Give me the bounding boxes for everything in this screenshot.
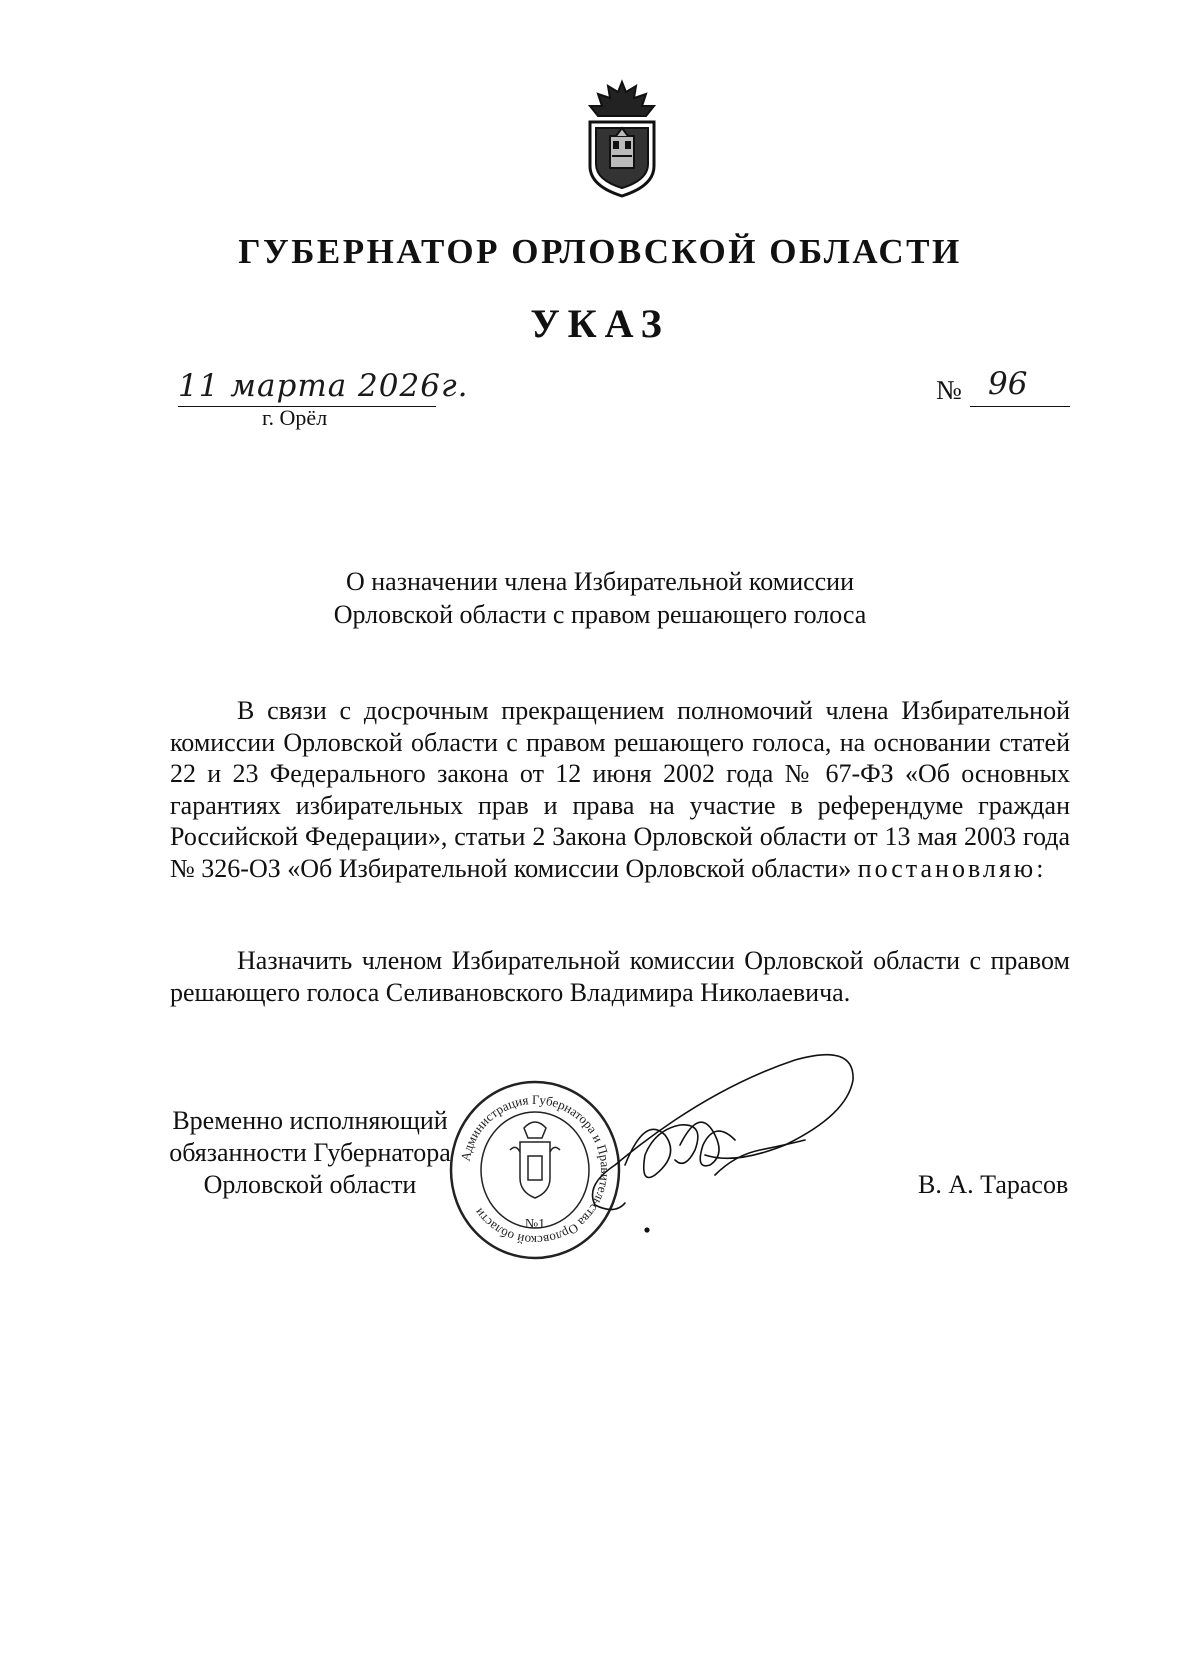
- subject-line-1: О назначении члена Избирательной комиссии: [345, 567, 855, 596]
- position-line-2: обязанности Губернатора: [169, 1138, 451, 1167]
- body-paragraph-2: Назначить членом Избирательной комиссии Орловской области с правом решающего голоса Селивановского Владимира Николаевича.: [170, 946, 1070, 1007]
- decree-word: постановляю:: [857, 853, 1047, 883]
- position-line-1: Временно исполняющий: [172, 1106, 448, 1135]
- handwritten-date: 11 марта 2026г.: [178, 368, 469, 404]
- coat-of-arms-emblem: [580, 78, 664, 200]
- handwritten-number: 96: [988, 366, 1028, 402]
- issuer-title: ГУБЕРНАТОР ОРЛОВСКОЙ ОБЛАСТИ: [238, 232, 962, 271]
- signatory-name: В. А. Тарасов: [918, 1170, 1069, 1199]
- document-subject: [200, 565, 1000, 631]
- seal-number: №1: [524, 1217, 546, 1232]
- handwritten-signature: [585, 1045, 885, 1235]
- number-sign: №: [936, 375, 962, 405]
- svg-text:Администрация Губернатора и Пр: Администрация Губернатора и Правительства Орловской области: [457, 1091, 614, 1249]
- signatory-position: [150, 1105, 470, 1201]
- body-paragraph-1: [170, 695, 1070, 884]
- document-type: УКАЗ: [530, 301, 670, 346]
- subject-line-2: Орловской области с правом решающего голоса: [333, 600, 867, 629]
- position-line-3: Орловской области: [203, 1170, 417, 1199]
- city-label: г. Орёл: [262, 405, 328, 430]
- paragraph-1-text: В связи с досрочным прекращением полномочий члена Избирательной комиссии Орловской области с правом решающего голоса, на основании статей 22 и 23 Федерального закона от 12 июня 2002 года № 67-ФЗ «Об основных гарантиях избирательных прав и права на участие в референдуме граждан Российской Федерации», статьи 2 Закона Орловской области от 13 мая 2003 года № 326-ОЗ «Об Избирательной комиссии Орловской области»: [170, 696, 1070, 883]
